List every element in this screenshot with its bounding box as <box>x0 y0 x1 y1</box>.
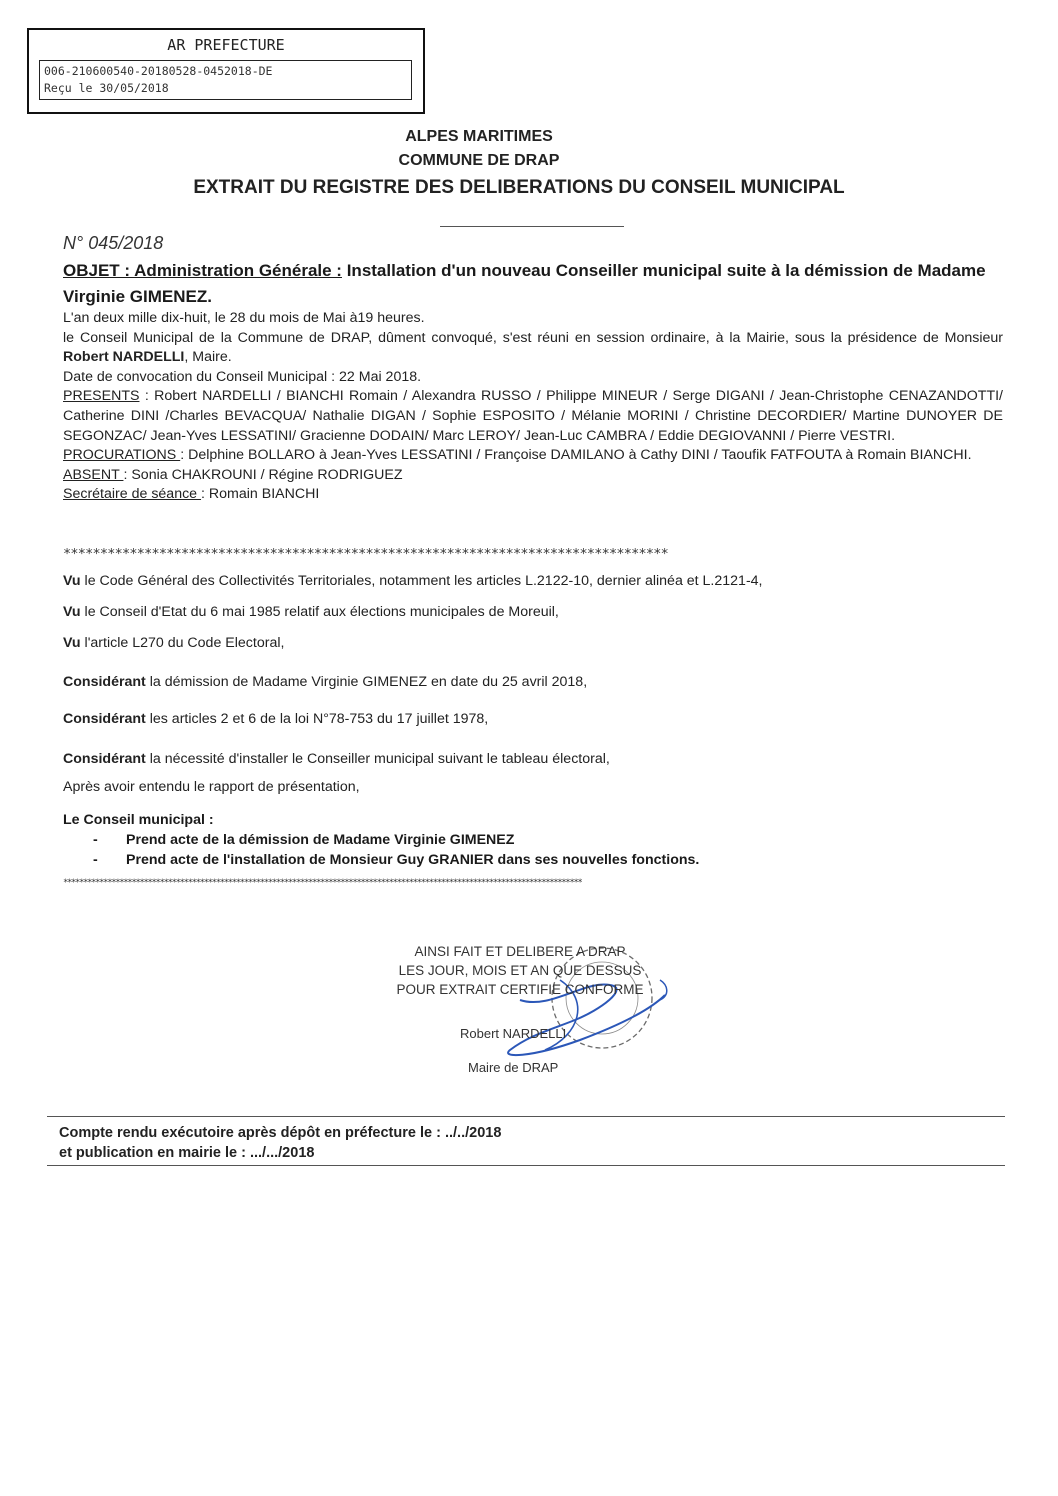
vu-text: le Code Général des Collectivités Territoriales, notamment les articles L.2122-10, dernier alinéa et L.2121-4, <box>80 573 763 589</box>
considerant-text: les articles 2 et 6 de la loi N°78-753 du 17 juillet 1978, <box>145 711 489 727</box>
signature-line-2: LES JOUR, MOIS ET AN QUE DESSUS <box>398 963 642 978</box>
decision-block <box>63 810 699 870</box>
session-text: le Conseil Municipal de la Commune de DRAP, dûment convoqué, s'est réuni en session ordinaire, à la Mairie, sous la présidence de Monsieur <box>63 329 1003 346</box>
commune-heading: COMMUNE DE DRAP <box>398 152 560 169</box>
decision-item: - Prend acte de la démission de Madame Virginie GIMENEZ <box>93 832 515 848</box>
vu-text: le Conseil d'Etat du 6 mai 1985 relatif aux élections municipales de Moreuil, <box>80 604 559 620</box>
signatory-role: Maire de DRAP <box>468 1060 559 1075</box>
prefecture-stamp <box>27 28 425 114</box>
presents-block <box>63 387 1003 446</box>
procurations-label: PROCURATIONS <box>63 447 181 464</box>
separator-stars-top: ********************************************************************************** <box>63 546 668 562</box>
absent-block <box>63 466 1003 486</box>
considerant-2 <box>63 711 488 727</box>
decision-item-text: Prend acte de la démission de Madame Virginie GIMENEZ <box>126 832 515 848</box>
footer-box <box>47 1116 1005 1166</box>
secretaire-text: : Romain BIANCHI <box>201 486 320 503</box>
vu-keyword: Vu <box>63 635 81 651</box>
considerant-keyword: Considérant <box>63 711 146 727</box>
vu-keyword: Vu <box>63 604 81 620</box>
document-title: EXTRAIT DU REGISTRE DES DELIBERATIONS DU CONSEIL MUNICIPAL <box>193 177 845 198</box>
considerant-keyword: Considérant <box>63 674 146 690</box>
signature-block <box>360 942 680 999</box>
deliberation-number: N° 045/2018 <box>63 233 164 253</box>
decision-item-text: Prend acte de l'installation de Monsieur Guy GRANIER dans ses nouvelles fonctions. <box>126 852 700 868</box>
convocation-date: Date de convocation du Conseil Municipal : 22 Mai 2018. <box>63 368 422 385</box>
considerant-1 <box>63 674 587 690</box>
presents-text: : Robert NARDELLI / BIANCHI Romain / Alexandra RUSSO / Philippe MINEUR / Serge DIGANI / Jean-Christophe CENAZANDOTTI/ Catherine DINI /Charles BEVACQUA/ Nathalie DIGAN / Sophie ESPOSITO / Mélanie MORINI / Christine DECORDIER/ Martine DUNOYER DE SEGONZAC/ Jean-Yves LESSATINI/ Gracienne DODAIN/ Marc LEROY/ Jean-Luc CAMBRA / Eddie DEGIOVANNI / Pierre VESTRI. <box>63 388 1003 444</box>
signature-line-1: AINSI FAIT ET DELIBERE A DRAP <box>414 944 626 959</box>
considerant-keyword: Considérant <box>63 751 146 767</box>
secretaire-label: Secrétaire de séance <box>63 486 202 503</box>
stamp-received-date: Reçu le 30/05/2018 <box>44 81 169 95</box>
decision-title: Le Conseil municipal : <box>63 812 214 828</box>
title-divider <box>440 226 624 227</box>
footer-line-2: et publication en mairie le : .../.../2018 <box>59 1145 315 1161</box>
vu-keyword: Vu <box>63 573 81 589</box>
secretaire-block <box>63 485 1003 505</box>
vu-text: l'article L270 du Code Electoral, <box>80 635 285 651</box>
separator-stars-bottom: ********************************************************************************************************************************* <box>63 878 582 888</box>
absent-text: : Sonia CHAKROUNI / Régine RODRIGUEZ <box>123 466 403 483</box>
session-text-end: , Maire. <box>184 349 232 366</box>
considerant-text: la démission de Madame Virginie GIMENEZ en date du 25 avril 2018, <box>145 674 588 690</box>
presents-label: PRESENTS <box>63 388 140 405</box>
procurations-block <box>63 446 1003 466</box>
considerant-text: la nécessité d'installer le Conseiller municipal suivant le tableau électoral, <box>145 751 610 767</box>
vu-2 <box>63 604 559 620</box>
vu-1 <box>63 573 763 589</box>
department-heading: ALPES MARITIMES <box>405 128 553 145</box>
vu-3 <box>63 635 284 651</box>
objet-block <box>63 258 1013 310</box>
absent-label: ABSENT <box>63 466 124 483</box>
objet-label: OBJET : Administration Générale : <box>63 261 342 280</box>
session-date: L'an deux mille dix-huit, le 28 du mois de Mai à19 heures. <box>63 310 425 326</box>
objet-text: Installation d'un nouveau Conseiller municipal suite à la démission de Madame Virginie GIMENEZ. <box>63 261 986 306</box>
signature-line-3: POUR EXTRAIT CERTIFIE CONFORME <box>396 982 644 997</box>
decision-item: - Prend acte de l'installation de Monsieur Guy GRANIER dans ses nouvelles fonctions. <box>93 852 700 868</box>
rapport-line: Après avoir entendu le rapport de présentation, <box>63 779 360 795</box>
mayor-name: Robert NARDELLI <box>63 349 185 366</box>
considerant-3 <box>63 751 610 767</box>
footer-line-1: Compte rendu exécutoire après dépôt en préfecture le : ../../2018 <box>59 1125 502 1141</box>
stamp-details <box>39 60 412 100</box>
procurations-text: : Delphine BOLLARO à Jean-Yves LESSATINI / Françoise DAMILANO à Cathy DINI / Taoufik FATFOUTA à Romain BIANCHI. <box>180 447 972 464</box>
stamp-title: AR PREFECTURE <box>167 36 285 54</box>
session-block <box>63 309 1003 505</box>
decision-list <box>63 830 699 870</box>
session-convocation <box>63 329 1003 368</box>
signatory-name: Robert NARDELLI <box>460 1026 567 1041</box>
stamp-reference: 006-210600540-20180528-0452018-DE <box>44 64 273 78</box>
